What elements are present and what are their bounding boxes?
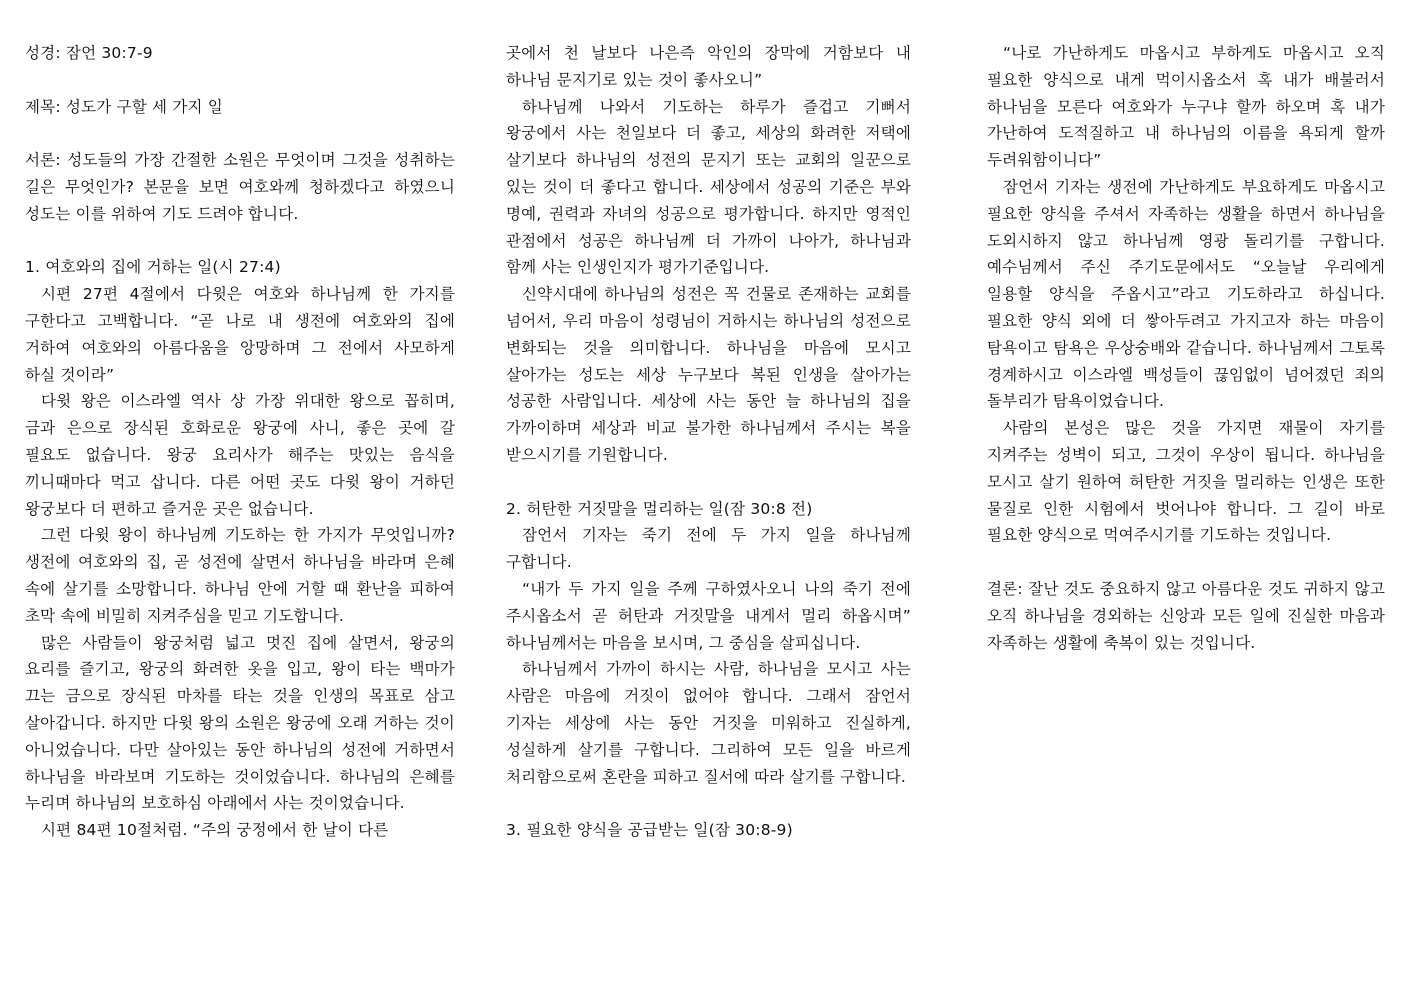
- paragraph: 사람의 본성은 많은 것을 가지면 재물이 자기를 지켜주는 성벽이 되고, 그것이 우상이 됩니다. 하나님을 모시고 살기 원하여 허탄한 거짓을 멀리하는 인생은 또한 물질로 인한 시험에서 벗어나야 합니다. 그 길이 바로 필요한 양식으로 먹여주시기를 기도하는 것입니다.: [987, 419, 1385, 545]
- spacer: [506, 790, 911, 817]
- paragraph: 하나님께 나와서 기도하는 하루가 즐겁고 기뻐서 왕궁에서 사는 천일보다 더 좋고, 세상의 화려한 저택에 살기보다 하나님의 성전의 문지기 또는 교회의 일꾼으로 있는 것이 더 좋다고 합니다. 세상에서 성공의 기준은 부와 명예, 권력과 자녀의 성공으로 평가합니다. 하지만 영적인 관점에서 성공은 하나님께 더 가까이 나아가, 하나님과 함께 사는 인생인지가 평가기준입니다.: [506, 97, 911, 277]
- sermon-title: 제목: 성도가 구할 세 가지 일: [25, 97, 223, 116]
- paragraph: 다윗 왕은 이스라엘 역사 상 가장 위대한 왕으로 꼽히며, 금과 은으로 장식된 호화로운 왕궁에 사니, 좋은 곳에 갈 필요도 없습니다. 왕궁 요리사가 해주는 맛있는 음식을 끼니때마다 먹고 삽니다. 다른 어떤 곳도 다윗 왕이 거하던 왕궁보다 더 편하고 즐거운 곳은 없습니다.: [25, 392, 455, 518]
- conclusion: 결론: 잘난 것도 중요하지 않고 아름다운 것도 귀하지 않고 오직 하나님을 경외하는 신앙과 모든 일에 진실한 마음과 자족하는 생활에 축복이 있는 것입니다.: [987, 579, 1385, 652]
- spacer: [25, 120, 455, 147]
- column-1: [25, 40, 455, 844]
- paragraph: 신약시대에 하나님의 성전은 꼭 건물로 존재하는 교회를 넘어서, 우리 마음이 성령님이 거하시는 하나님의 성전으로 변화되는 것을 의미합니다. 하나님을 마음에 모시고 살아가는 성도는 세상 누구보다 복된 인생을 살아가는 성공한 사람입니다. 세상에 사는 동안 늘 하나님의 집을 가까이하며 세상과 비교 불가한 하나님께서 주시는 복을 받으시기를 기원합니다.: [506, 285, 911, 464]
- paragraph: 잠언서 기자는 생전에 가난하게도 부요하게도 마옵시고 필요한 양식을 주셔서 자족하는 생활을 하면서 하나님을 도외시하지 않고 하나님께 영광 돌리기를 구합니다. 예수님께서 주신 주기도문에서도 “오늘날 우리에게 일용할 양식을 주옵시고”라고 기도하라고 하십니다. 필요한 양식 외에 더 쌓아두려고 가지고자 하는 마음이 탐욕이고 탐욕은 우상숭배와 같습니다. 하나님께서 그토록 경계하시고 이스라엘 백성들이 끊임없이 넘어졌던 죄의 돌부리가 탐욕이었습니다.: [987, 177, 1385, 411]
- paragraph: 하나님께서 가까이 하시는 사람, 하나님을 모시고 사는 사람은 마음에 거짓이 없어야 합니다. 그래서 잠언서 기자는 세상에 사는 동안 거짓을 미워하고 진실하게, 성실하게 살기를 구합니다. 그리하여 모든 일을 바르게 처리함으로써 혼란을 피하고 질서에 따라 살기를 구합니다.: [506, 660, 911, 786]
- section-2-heading: 2. 허탄한 거짓말을 멀리하는 일(잠 30:8 전): [506, 499, 813, 518]
- paragraph: 많은 사람들이 왕궁처럼 넓고 멋진 집에 살면서, 왕궁의 요리를 즐기고, 왕궁의 화려한 옷을 입고, 왕이 타는 백마가 끄는 금으로 장식된 마차를 타는 것을 인생의 목표로 삼고 살아갑니다. 하지만 다윗 왕의 소원은 왕궁에 오래 거하는 것이 아니었습니다. 다만 살아있는 동안 하나님의 성전에 거하면서 하나님을 바라보며 기도하는 것이었습니다. 하나님의 은혜를 누리며 하나님의 보호하심 아래에서 사는 것이었습니다.: [25, 633, 455, 813]
- spacer: [25, 228, 455, 255]
- introduction: 서론: 성도들의 가장 간절한 소원은 무엇이며 그것을 성취하는 길은 무엇인가? 본문을 보면 여호와께 청하겠다고 하였으니 성도는 이를 위하여 기도 드려야 합니다.: [25, 151, 455, 223]
- paragraph: 곳에서 천 날보다 나은즉 악인의 장막에 거함보다 내 하나님 문지기로 있는 것이 좋사오니”: [506, 44, 911, 89]
- spacer: [506, 469, 911, 496]
- column-2: [506, 40, 911, 844]
- paragraph: 그런 다윗 왕이 하나님께 기도하는 한 가지가 무엇입니까? 생전에 여호와의 집, 곧 성전에 살면서 하나님을 바라며 은혜 속에 살기를 소망합니다. 하나님 안에 거할 때 환난을 피하여 초막 속에 비밀히 지켜주심을 믿고 기도합니다.: [25, 526, 455, 625]
- paragraph: 시편 84편 10절처럼. “주의 궁정에서 한 날이 다른: [41, 821, 389, 840]
- scripture-reference: 성경: 잠언 30:7-9: [25, 44, 153, 62]
- column-3: [987, 40, 1385, 656]
- paragraph: 잠언서 기자는 죽기 전에 두 가지 일을 하나님께 구합니다.: [506, 526, 911, 572]
- spacer: [25, 67, 455, 94]
- section-3-heading: 3. 필요한 양식을 공급받는 일(잠 30:8-9): [506, 821, 793, 840]
- paragraph: “내가 두 가지 일을 주께 구하였사오니 나의 죽기 전에 주시옵소서 곧 허탄과 거짓말을 내게서 멀리 하옵시며” 하나님께서는 마음을 보시며, 그 중심을 살피십니다.: [506, 579, 911, 652]
- paragraph: 시편 27편 4절에서 다윗은 여호와 하나님께 한 가지를 구한다고 고백합니다. “곧 나로 내 생전에 여호와의 집에 거하여 여호와의 아름다움을 앙망하며 그 전에서 사모하게 하실 것이라”: [25, 285, 455, 384]
- spacer: [987, 549, 1385, 576]
- section-1-heading: 1. 여호와의 집에 거하는 일(시 27:4): [25, 258, 281, 277]
- paragraph: “나로 가난하게도 마옵시고 부하게도 마옵시고 오직 필요한 양식으로 내게 먹이시옵소서 혹 내가 배불러서 하나님을 모른다 여호와가 누구냐 할까 하오며 혹 내가 가난하여 도적질하고 내 하나님의 이름을 욕되게 할까 두려워함이니다”: [987, 44, 1385, 170]
